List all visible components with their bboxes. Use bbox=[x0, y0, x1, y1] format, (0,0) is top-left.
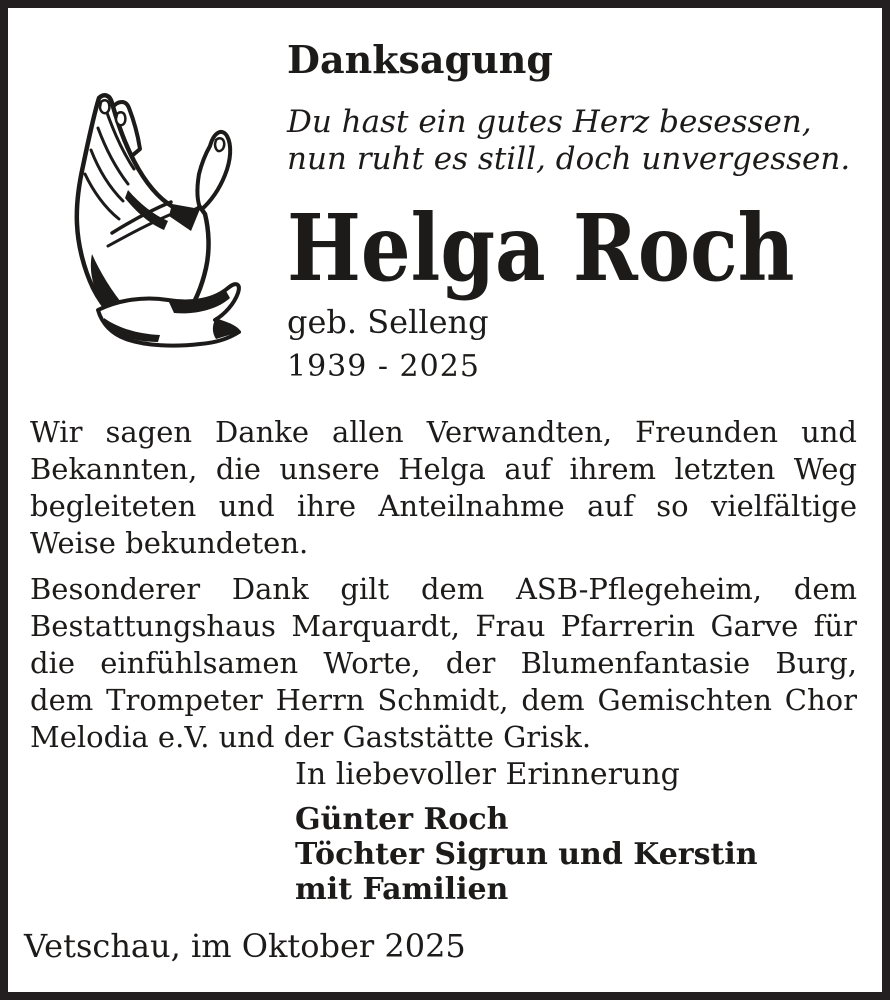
memorial-verse bbox=[287, 104, 851, 178]
paragraph-line: Melodia e.V. und der Gaststätte Grisk. bbox=[30, 720, 592, 754]
closing-column bbox=[295, 756, 835, 907]
body-text bbox=[30, 414, 857, 756]
mourners-list bbox=[295, 802, 835, 907]
remembrance-line: In liebevoller Erinnerung bbox=[295, 757, 680, 792]
deceased-name: Helga Roch bbox=[287, 194, 795, 302]
paragraph-line: begleiteten und ihre Anteilnahme auf so vielfältige bbox=[30, 489, 857, 523]
mourner-families: mit Familien bbox=[295, 872, 509, 907]
place-date-line: Vetschau, im Oktober 2025 bbox=[24, 927, 466, 965]
paragraph-line: Bestattungshaus Marquardt, Frau Pfarrerin Garve für bbox=[30, 609, 857, 643]
deceased-years: 1939 - 2025 bbox=[287, 349, 480, 384]
praying-hands-icon bbox=[68, 92, 244, 356]
mourner-husband: Günter Roch bbox=[295, 802, 509, 837]
paragraph-line: Besonderer Dank gilt dem ASB-Pflegeheim, dem bbox=[30, 572, 857, 606]
thanks-paragraph-special bbox=[30, 571, 857, 756]
verse-line-1: Du hast ein gutes Herz besessen, bbox=[287, 104, 812, 140]
paragraph-line: Bekannten, die unsere Helga auf ihrem letzten Weg bbox=[30, 452, 857, 486]
verse-line-2: nun ruht es still, doch unvergessen. bbox=[287, 141, 851, 177]
paragraph-line: Wir sagen Danke allen Verwandten, Freunden und bbox=[30, 415, 857, 449]
notice-kind-title: Danksagung bbox=[287, 37, 553, 82]
paragraph-line: Weise bekundeten. bbox=[30, 526, 309, 560]
paragraph-line: dem Trompeter Herrn Schmidt, dem Gemischten Chor bbox=[30, 683, 857, 717]
thanks-paragraph-general bbox=[30, 414, 857, 562]
paragraph-line: die einfühlsamen Worte, der Blumenfantasie Burg, bbox=[30, 646, 857, 680]
header-column bbox=[287, 37, 851, 386]
mourner-daughters: Töchter Sigrun und Kerstin bbox=[295, 837, 758, 872]
deceased-birth-name: geb. Selleng bbox=[287, 303, 489, 341]
